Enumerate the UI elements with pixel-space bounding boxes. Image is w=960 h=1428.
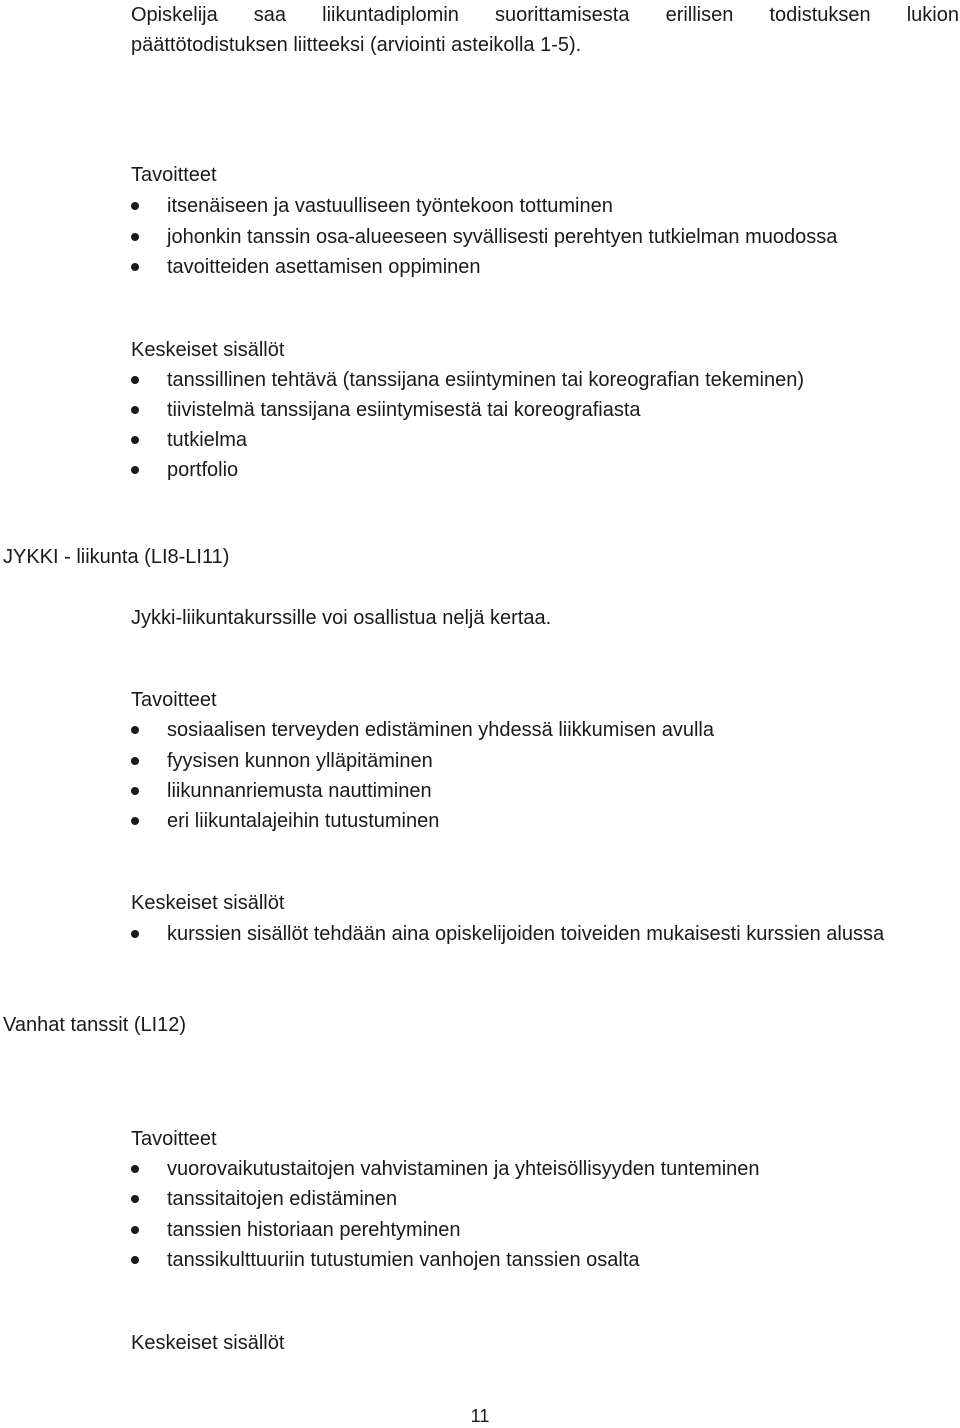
bullet-icon <box>131 787 139 795</box>
list-item: sosiaalisen terveyden edistäminen yhdessä liikkumisen avulla <box>167 719 714 741</box>
bullet-icon <box>131 202 139 210</box>
intro-paragraph <box>131 0 959 60</box>
bullet-icon <box>131 930 139 938</box>
bullet-icon <box>131 757 139 765</box>
bullet-icon <box>131 1165 139 1173</box>
section-heading: Vanhat tanssit (LI12) <box>3 1014 187 1036</box>
list-item: liikunnanriemusta nauttiminen <box>167 780 432 802</box>
list-item: johonkin tanssin osa-alueeseen syvällisesti perehtyen tutkielman muodossa <box>167 226 838 248</box>
contents-heading: Keskeiset sisällöt <box>131 1332 285 1354</box>
list-item: tiivistelmä tanssijana esiintymisestä tai koreografiasta <box>167 399 641 421</box>
list-item: tanssien historiaan perehtyminen <box>167 1219 461 1241</box>
page-number: 11 <box>470 1406 490 1426</box>
bullet-icon <box>131 1226 139 1234</box>
list-item: tavoitteiden asettamisen oppiminen <box>167 256 481 278</box>
bullet-icon <box>131 406 139 414</box>
intro-line-1: Opiskelija saa liikuntadiplomin suorittamisesta erillisen todistuksen lukion <box>131 4 959 26</box>
bullet-icon <box>131 436 139 444</box>
goals-heading: Tavoitteet <box>131 164 217 186</box>
list-item: portfolio <box>167 459 239 481</box>
list-item: eri liikuntalajeihin tutustuminen <box>167 810 440 832</box>
bullet-icon <box>131 726 139 734</box>
list-item: tanssitaitojen edistäminen <box>167 1188 398 1210</box>
bullet-icon <box>131 263 139 271</box>
list-item: vuorovaikutustaitojen vahvistaminen ja yhteisöllisyyden tunteminen <box>167 1158 760 1180</box>
bullet-icon <box>131 376 139 384</box>
list-item: fyysisen kunnon ylläpitäminen <box>167 750 433 772</box>
goals-heading: Tavoitteet <box>131 1128 217 1150</box>
contents-heading: Keskeiset sisällöt <box>131 892 285 914</box>
bullet-icon <box>131 466 139 474</box>
list-item: tanssillinen tehtävä (tanssijana esiintyminen tai koreografian tekeminen) <box>167 369 805 391</box>
bullet-icon <box>131 233 139 241</box>
contents-heading: Keskeiset sisällöt <box>131 339 285 361</box>
list-item: itsenäiseen ja vastuulliseen työntekoon tottuminen <box>167 195 613 217</box>
list-item: kurssien sisällöt tehdään aina opiskelijoiden toiveiden mukaisesti kurssien alussa <box>167 923 885 945</box>
section-heading: JYKKI - liikunta (LI8-LI11) <box>3 546 230 568</box>
list-item: tutkielma <box>167 429 248 451</box>
goals-heading: Tavoitteet <box>131 689 217 711</box>
bullet-icon <box>131 1256 139 1264</box>
section-note: Jykki-liikuntakurssille voi osallistua neljä kertaa. <box>131 607 552 629</box>
bullet-icon <box>131 817 139 825</box>
intro-line-2: päättötodistuksen liitteeksi (arviointi asteikolla 1-5). <box>131 34 582 56</box>
bullet-icon <box>131 1195 139 1203</box>
list-item: tanssikulttuuriin tutustumien vanhojen tanssien osalta <box>167 1249 640 1271</box>
